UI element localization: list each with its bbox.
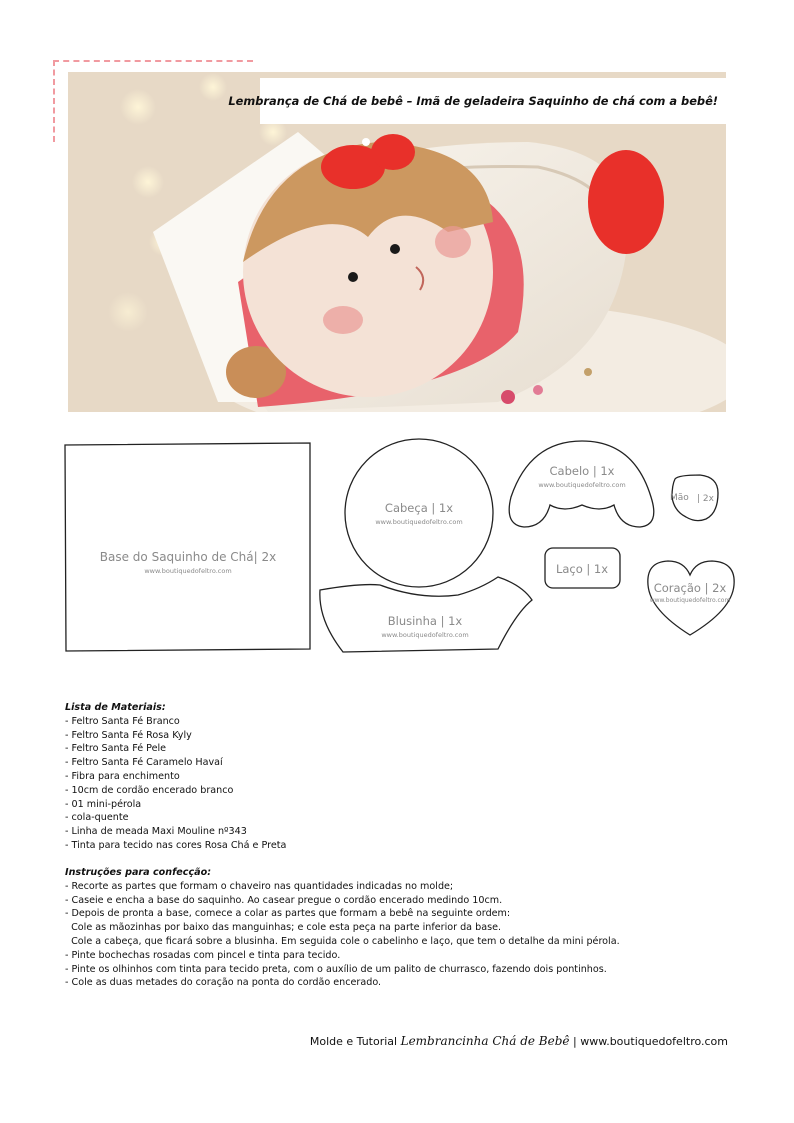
pattern-heart <box>648 561 734 635</box>
page-footer <box>310 1034 728 1048</box>
materials-list <box>65 701 286 853</box>
list-item: - Feltro Santa Fé Rosa Kyly <box>65 729 192 741</box>
instructions-heading: Instruções para confecção: <box>65 867 212 878</box>
pattern-blouse-label: Blusinha | 1x <box>387 614 463 628</box>
list-item: - Tinta para tecido nas cores Rosa Chá e Preta <box>65 839 287 851</box>
pattern-blouse <box>320 577 532 652</box>
page-title-banner <box>228 78 726 124</box>
page-title: Lembrança de Chá de bebê – Imã de geladeira Saquinho de chá com a bebê! <box>228 94 718 108</box>
pattern-base <box>65 443 310 651</box>
footer-prefix: Molde e Tutorial <box>309 1035 401 1048</box>
list-item: - Feltro Santa Fé Branco <box>65 715 180 727</box>
sewing-patterns <box>60 435 740 660</box>
pattern-hair-url: www.boutiquedofeltro.com <box>538 481 626 489</box>
footer-site: | www.boutiquedofeltro.com <box>569 1035 728 1048</box>
materials-heading: Lista de Materiais: <box>65 702 166 713</box>
pattern-head-url: www.boutiquedofeltro.com <box>375 518 463 526</box>
list-item: - Caseie e encha a base do saquinho. Ao casear pregue o cordão encerado medindo 10cm. <box>65 894 503 906</box>
pattern-bow <box>545 548 620 588</box>
list-item: - Pinte os olhinhos com tinta para tecido preta, com o auxílio de um palito de churrasco, fazendo dois pontinhos. <box>65 963 607 975</box>
pattern-hand-label: Mão <box>670 493 689 503</box>
pattern-head-label: Cabeça | 1x <box>384 501 454 515</box>
pattern-head <box>345 439 493 587</box>
list-item: - cola-quente <box>65 812 129 824</box>
list-item: - Feltro Santa Fé Pele <box>65 743 167 755</box>
list-item: - Depois de pronta a base, comece a colar as partes que formam a bebê na seguinte ordem: <box>65 908 511 920</box>
list-item: - Feltro Santa Fé Caramelo Havaí <box>65 757 223 769</box>
list-item: - Pinte bochechas rosadas com pincel e tinta para tecido. <box>65 949 341 961</box>
list-item: Cole a cabeça, que ficará sobre a blusinha. Em seguida cole o cabelinho e laço, que tem o detalhe da mini pérola. <box>65 935 620 947</box>
list-item: - Recorte as partes que formam o chaveiro nas quantidades indicadas no molde; <box>65 880 454 892</box>
list-item: - Linha de meada Maxi Mouline nº343 <box>65 826 247 838</box>
pattern-hair-label: Cabelo | 1x <box>549 464 615 478</box>
pattern-hand <box>670 475 718 521</box>
list-item: Cole as mãozinhas por baixo das manguinhas; e cole esta peça na parte inferior da base. <box>65 922 502 934</box>
pattern-heart-url: www.boutiquedofeltro.com <box>649 597 731 604</box>
list-item: - Cole as duas metades do coração na ponta do cordão encerado. <box>65 977 382 989</box>
list-item: - 01 mini-pérola <box>65 798 142 810</box>
footer-title: Lembrancinha Chá de Bebê <box>400 1034 570 1048</box>
pattern-hand-qty: | 2x <box>697 494 714 504</box>
pattern-blouse-url: www.boutiquedofeltro.com <box>381 631 469 639</box>
pattern-hair <box>509 441 654 527</box>
instructions-list <box>65 866 620 990</box>
list-item: - Fibra para enchimento <box>65 770 180 782</box>
list-item: - 10cm de cordão encerado branco <box>65 784 234 796</box>
pattern-bow-label: Laço | 1x <box>555 562 609 576</box>
pattern-base-label: Base do Saquinho de Chá| 2x <box>99 550 277 564</box>
pattern-heart-label: Coração | 2x <box>653 581 727 595</box>
pattern-base-url: www.boutiquedofeltro.com <box>144 567 232 575</box>
